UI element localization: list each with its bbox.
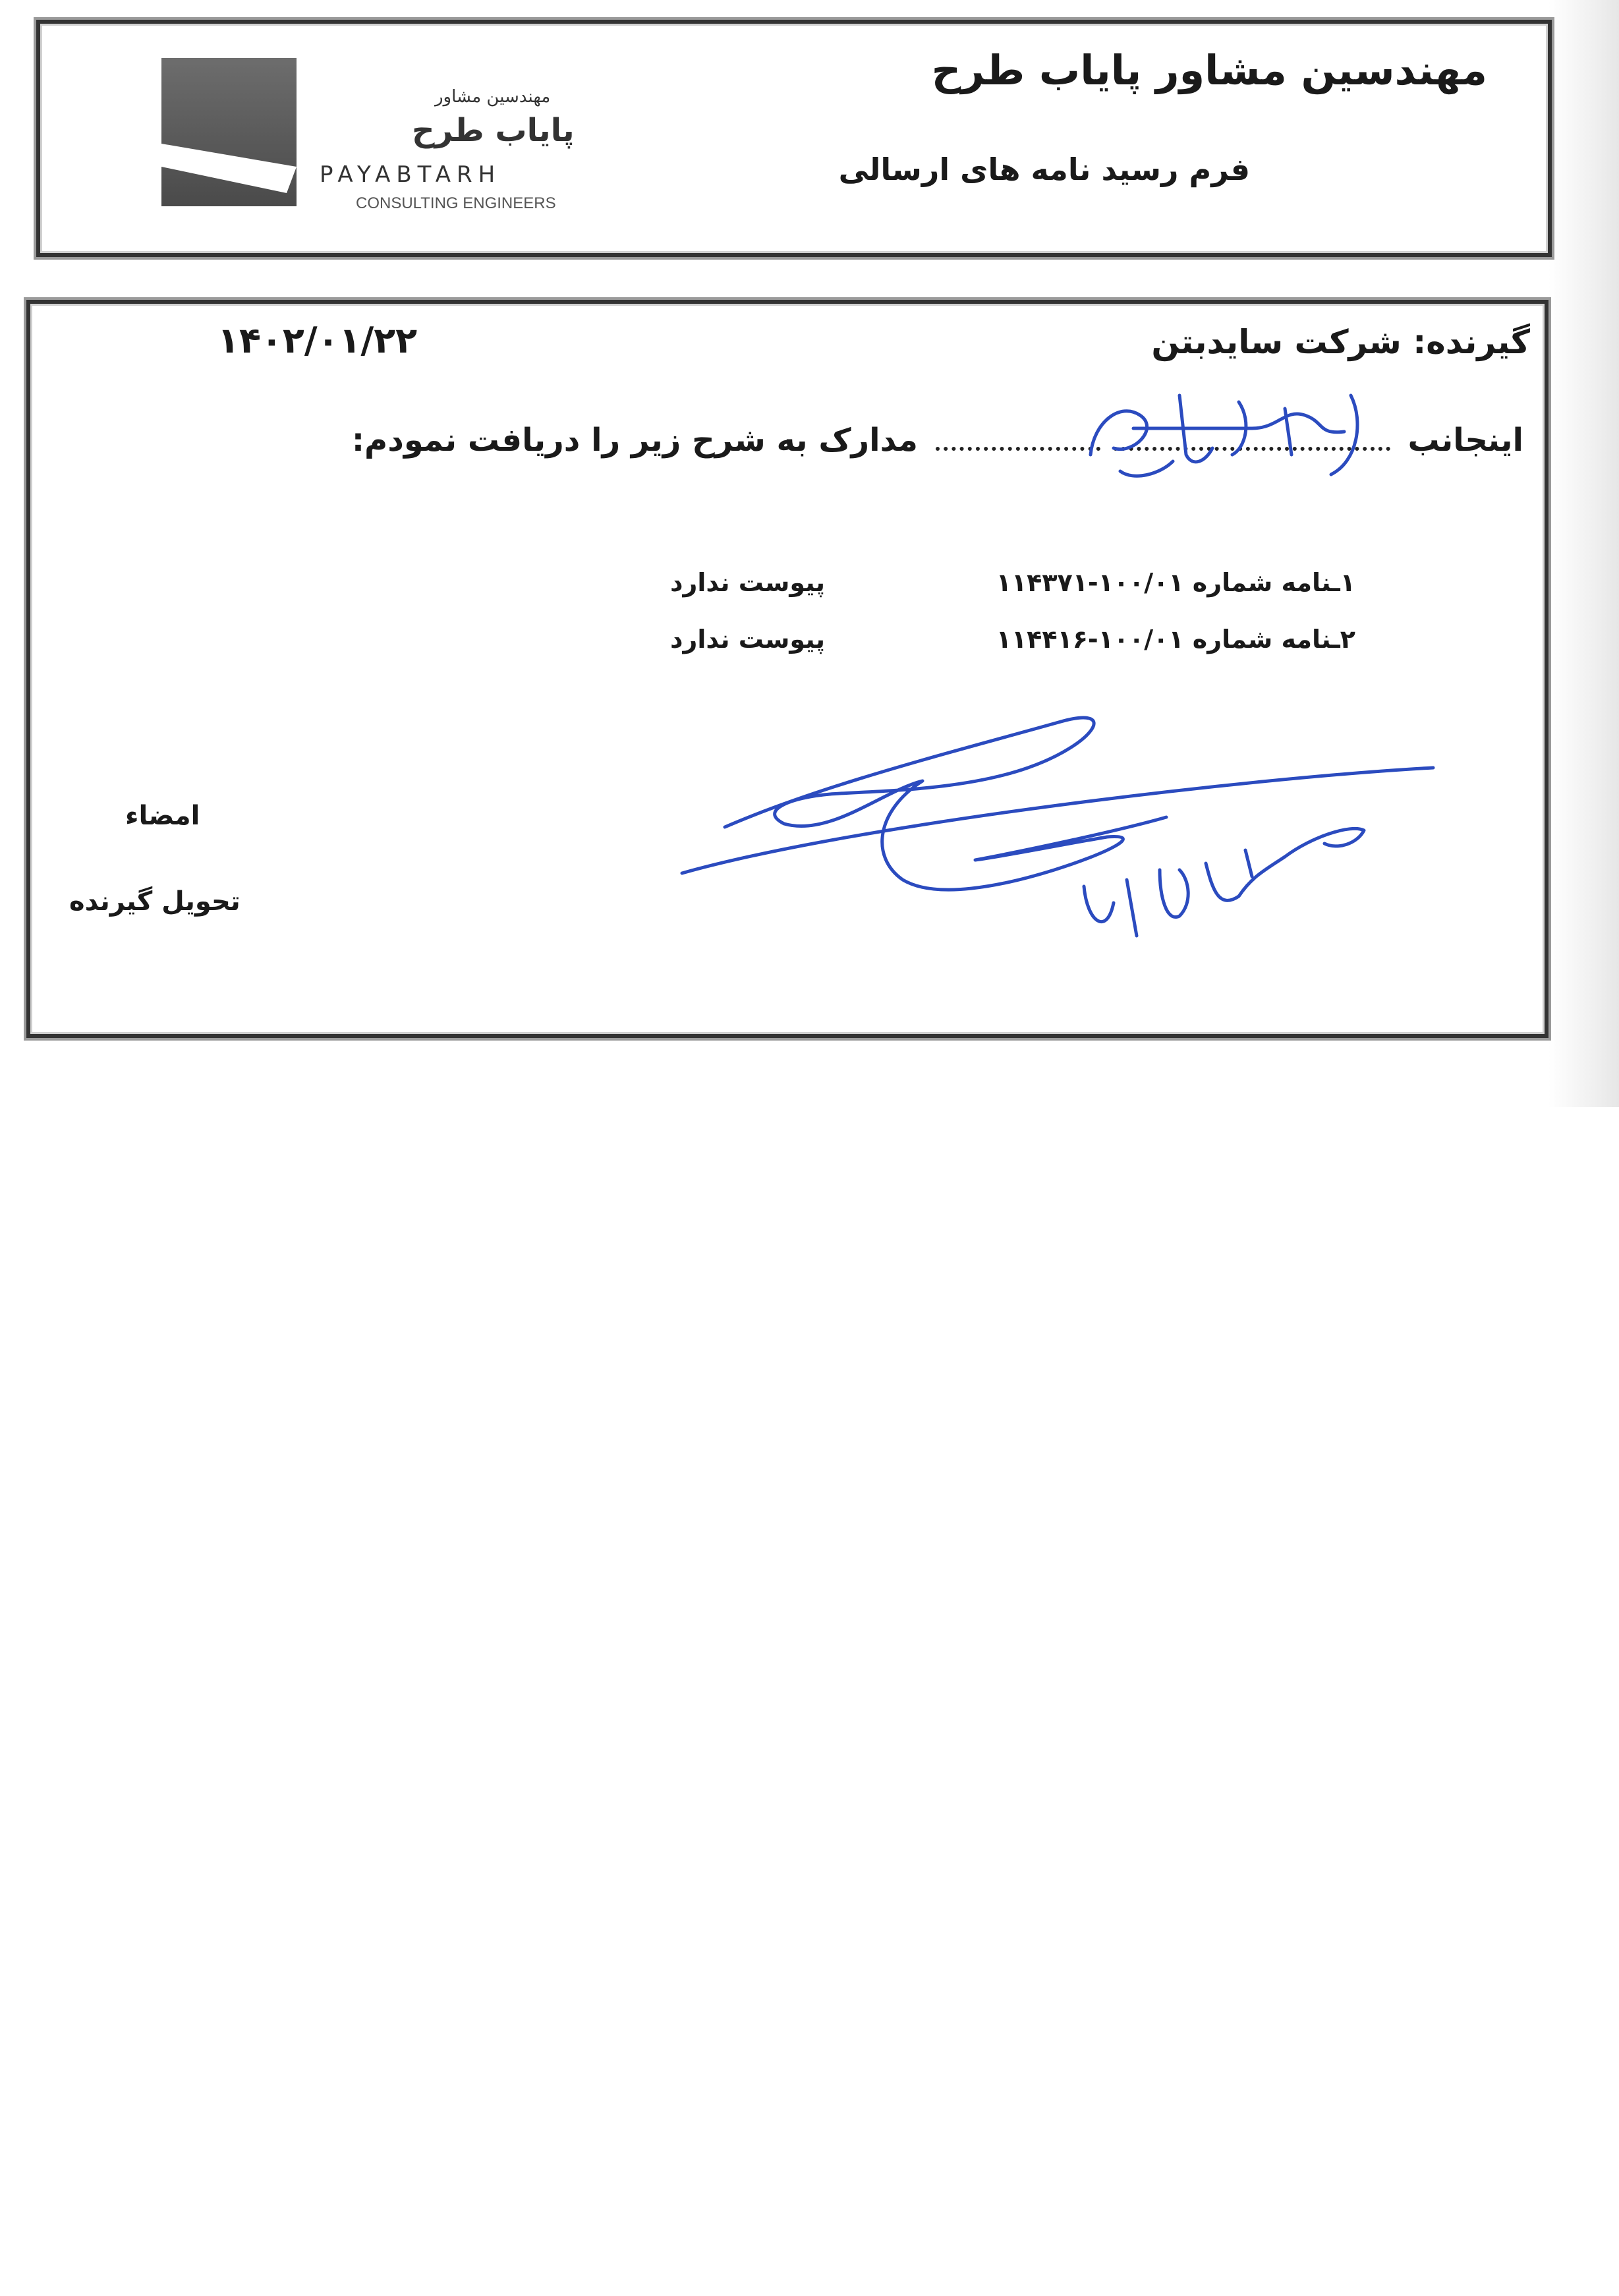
recipient-line: گیرنده: شرکت سایدبتن	[1151, 323, 1530, 361]
logo-stripe-icon	[161, 58, 297, 206]
statement-prefix: اینجانب	[1407, 422, 1523, 459]
company-name: مهندسین مشاور پایاب طرح	[931, 46, 1487, 94]
name-fill-dots	[1114, 447, 1390, 451]
receipt-date: ۱۴۰۲/۰۱/۲۲	[217, 320, 418, 361]
receipt-frame	[26, 300, 1548, 1038]
logo-english-subtitle: CONSULTING ENGINEERS	[356, 194, 556, 212]
receiver-label: تحویل گیرنده	[69, 886, 241, 917]
letter-item-2: ۲ـنامه شماره ۱۰۰/۰۱-۱۱۴۴۱۶	[996, 625, 1355, 654]
statement-line	[352, 422, 1523, 459]
letter-item-1: ۱ـنامه شماره ۱۰۰/۰۱-۱۱۴۳۷۱	[996, 568, 1355, 597]
signature-label: امضاء	[125, 801, 200, 831]
statement-suffix: مدارک به شرح زیر را دریافت نمودم:	[351, 422, 919, 459]
paper-edge-shadow	[1548, 0, 1619, 1107]
form-title: فرم رسید نامه های ارسالی	[838, 152, 1250, 187]
logo-persian-subtitle: مهندسین مشاور	[435, 87, 551, 107]
logo-english-name: PAYABTARH	[320, 161, 501, 188]
logo-mark-icon	[161, 58, 297, 206]
logo-persian-name: پایاب طرح	[412, 112, 575, 149]
name-fill-dots-2	[936, 447, 1100, 451]
letter-item-2-attachment: پیوست ندارد	[669, 625, 825, 654]
letter-item-1-attachment: پیوست ندارد	[669, 568, 825, 597]
